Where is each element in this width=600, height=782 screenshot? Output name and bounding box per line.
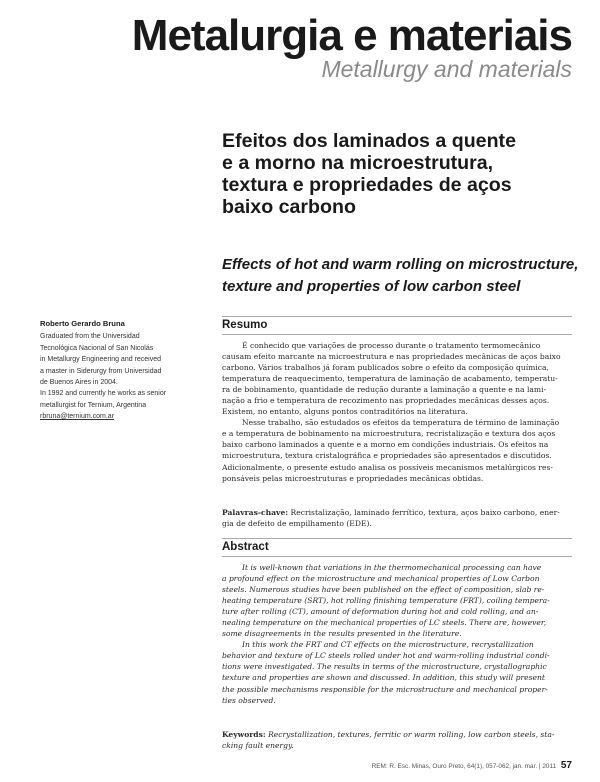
abstract-line: ture after rolling (CT), amount of deformation during hot and cold rolling, and an- [222, 607, 539, 617]
keywords-text: Recrystallization, textures, ferritic or warm rolling, low carbon steels, sta- [265, 730, 555, 739]
section-subtitle: Metallurgy and materials [321, 56, 572, 82]
footer [372, 760, 572, 771]
article-title-pt [222, 130, 572, 218]
section-title: Metalurgia e materiais [131, 11, 572, 60]
keywords-text: cking fault energy. [222, 741, 294, 751]
abstract-line: tions were investigated. The results in terms of the microstructure, crystallographic [222, 662, 547, 672]
author-bio-line: metallurgist for Ternium, Argentina [40, 401, 147, 409]
title-pt-line: baixo carbono [222, 196, 356, 218]
title-pt-line: Efeitos dos laminados a quente [222, 130, 516, 152]
abstract-line: It is well-known that variations in the thermomechanical processing can have [242, 563, 542, 572]
author-email[interactable]: rbruna@ternium.com.ar [40, 413, 115, 421]
author-block [40, 318, 215, 423]
abstract-line: a profound effect on the microstructure and mechanical properties of Low Carbon [222, 574, 540, 584]
footer-citation: REM: R. Esc. Minas, Ouro Preto, 64(1), 057-062, jan. mar. | 2011 [371, 763, 557, 770]
abstract-line: In this work the FRT and CT effects on the microstructure, recrystallization [242, 640, 534, 650]
author-bio-line: a master in Siderurgy from Universidad [40, 367, 162, 375]
author-bio-line: Graduated from the Universidad [40, 333, 140, 341]
palavras-chave-text: gia de defeito de empilhamento (EDE). [222, 519, 372, 529]
resumo-heading: Resumo [222, 319, 268, 331]
page-number: 57 [560, 760, 572, 771]
author-bio-line: In 1992 and currently he works as senior [40, 390, 167, 398]
palavras-chave [222, 507, 574, 529]
palavras-chave-text: Recristalização, laminado ferrítico, textura, aços baixo carbono, ener- [288, 508, 560, 517]
resumo-line: microestrutura, textura cristalográfica e propriedades são apresentados e discutidos. [222, 451, 552, 461]
author-name: Roberto Gerardo Bruna [40, 319, 125, 328]
abstract-line: behavior and texture of LC steels rolled under hot and warm-rolling industrial condi- [222, 651, 550, 661]
author-bio-line: Tecnológica Nacional of San Nicolás [40, 344, 154, 352]
resumo-line: Adicionalmente, o presente estudo analisa os possíveis mecanismos metalúrgicos res- [222, 462, 553, 472]
resumo-line: Nesse trabalho, são estudados os efeitos da temperatura de término de laminação [242, 418, 560, 428]
article-title-en [222, 254, 582, 298]
abstract-heading: Abstract [222, 541, 269, 553]
resumo-line: carbono. Vários trabalhos já foram publicados sobre o efeito da composição química, [222, 363, 549, 373]
abstract-line: heating temperature (SRT), hot rolling finishing temperature (FRT), coiling tempera- [222, 596, 550, 606]
abstract-top-rule [222, 538, 572, 539]
title-en-line: Effects of hot and warm rolling on microstructure, [222, 256, 579, 273]
resumo-line: É conhecido que variações de processo durante o tratamento termomecânico [242, 341, 541, 350]
abstract-line: nealing temperature on the mechanical properties of LC steels. There are, however, [222, 618, 547, 628]
resumo-line: e a temperatura de bobinamento na microestrutura, recristalização e textura dos aços [222, 429, 556, 439]
abstract-line: ties observed. [222, 695, 276, 705]
author-bio-line: de Buenos Aires in 2004. [40, 379, 118, 387]
resumo-line: Existem, no entanto, alguns pontos contraditórios na literatura. [222, 407, 468, 417]
resumo-line: causam efeito marcante na microestrutura e nas propriedades mecânicas de aços baixo [222, 352, 561, 362]
abstract-line: texture and properties are shown and discussed. In addition, this study will present [222, 673, 545, 683]
abstract-line: the possible mechanisms responsible for the microstructure and mechanical proper- [222, 684, 548, 694]
title-pt-line: e a morno na microestrutura, [222, 152, 494, 174]
resumo-line: temperatura de reaquecimento, temperatura de laminação de acabamento, temperatu- [222, 374, 558, 384]
abstract-body [222, 562, 574, 706]
palavras-chave-label: Palavras-chave: [222, 508, 289, 517]
resumo-line: ra de bobinamento, quantidade de redução durante a laminação a quente e na lami- [222, 385, 547, 395]
abstract-bottom-rule [222, 556, 572, 557]
abstract-line: some disagreements in the results presented in the literature. [222, 629, 462, 639]
author-bio-line: in Metallurgy Engineering and received [40, 356, 162, 364]
title-pt-line: textura e propriedades de aços [222, 174, 512, 196]
abstract-line: steels. Numerous studies have been published on the effect of composition, slab re- [222, 585, 545, 595]
resumo-top-rule [222, 316, 572, 317]
resumo-line: ponsáveis pelas microestruturas e propriedades mecânicas obtidas. [222, 473, 484, 483]
title-en-line: texture and properties of low carbon steel [222, 278, 521, 295]
resumo-line: nação a frio e temperatura de recozimento nas propriedades mecânicas desses aços. [222, 396, 550, 406]
resumo-line: baixo carbono laminados a quente e a morno em condições industriais. Os efeitos na [222, 440, 549, 450]
resumo-bottom-rule [222, 334, 572, 335]
keywords [222, 729, 574, 751]
keywords-label: Keywords: [222, 730, 266, 739]
resumo-body [222, 340, 574, 484]
